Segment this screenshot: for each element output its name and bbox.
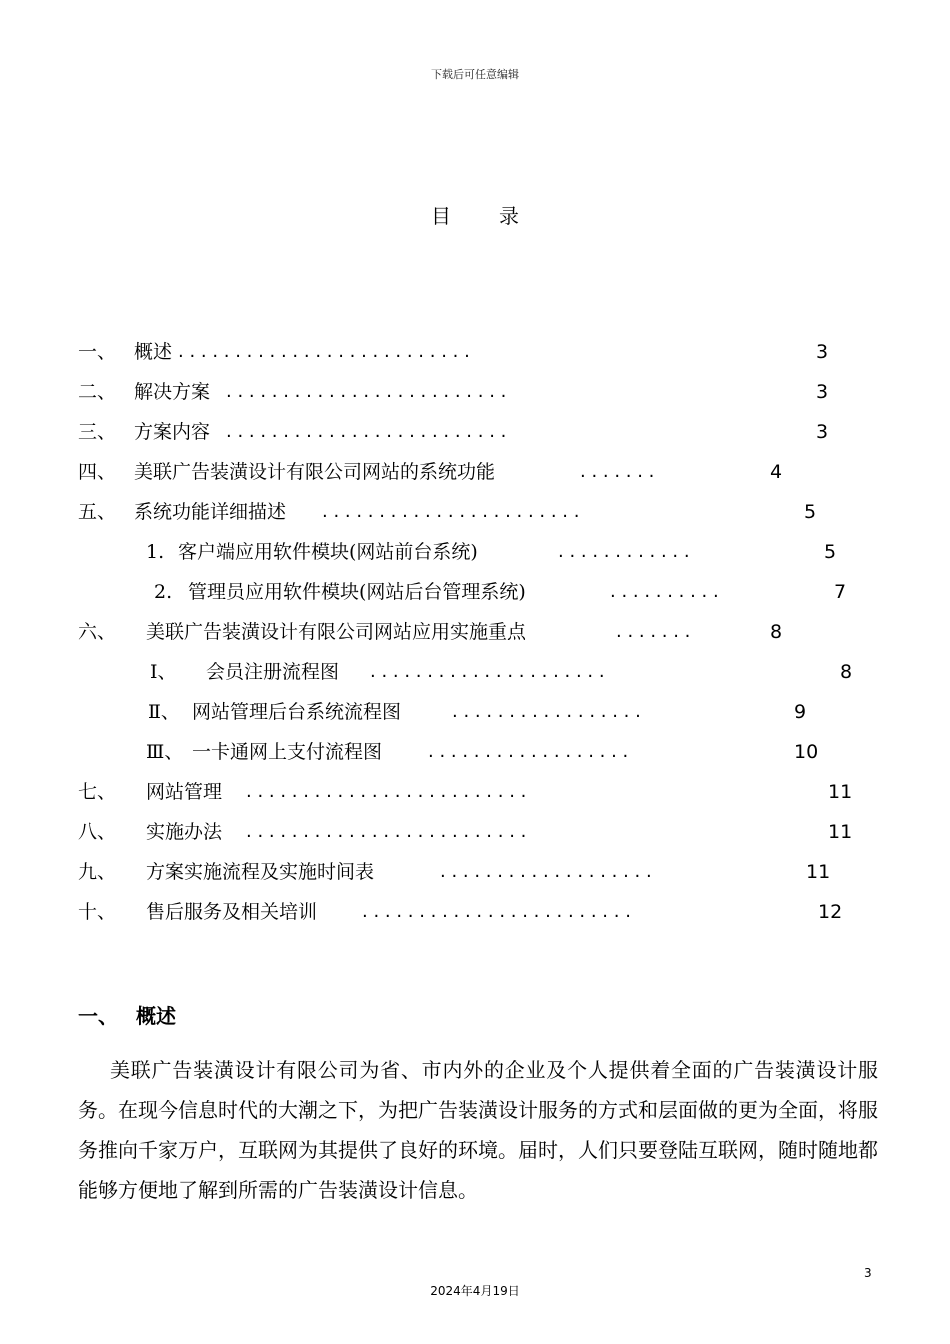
toc-entry-page: 12	[818, 901, 843, 923]
toc-entry-number: 三、	[78, 421, 117, 443]
toc-title	[0, 200, 950, 229]
page-number: 3	[864, 1266, 872, 1280]
toc-entry-number: 四、	[78, 461, 117, 483]
toc-entry-text: 实施办法	[146, 821, 223, 843]
toc-entry-text: 概述	[134, 341, 173, 363]
toc-entry-text: 美联广告装潢设计有限公司网站应用实施重点	[146, 621, 527, 643]
toc-title-left: 目	[431, 204, 451, 228]
toc-entry-leader: . . . . . . . . . . . . . . . . . . .	[440, 861, 652, 882]
toc-entry-leader: . . . . . . . . . . . . . . . . .	[452, 701, 641, 722]
toc-entry-number: 1.	[146, 541, 165, 563]
toc-entry-leader: . . . . . . . . . . . . . . . . . . . . . . . . .	[226, 381, 507, 402]
toc-entry-text: 解决方案	[134, 381, 211, 403]
toc-entry-text: 售后服务及相关培训	[146, 901, 318, 923]
toc-entry-page: 11	[828, 781, 853, 803]
toc-entry-number: 八、	[78, 821, 117, 843]
toc-entry-number: Ⅲ、	[146, 741, 184, 763]
toc-entry-text: 网站管理后台系统流程图	[192, 701, 402, 723]
toc-entry-text: 网站管理	[146, 781, 223, 803]
toc-entry-page: 11	[828, 821, 853, 843]
toc-entry-leader: . . . . . . . . . . . . . . . . . . . . . . . . .	[226, 421, 507, 442]
toc-entry-page: 3	[816, 381, 829, 403]
toc-entry-text: 会员注册流程图	[206, 661, 340, 683]
toc-entry-leader: . . . . . . . . . .	[610, 581, 719, 602]
toc-entry-leader: . . . . . . . . . . . . . . . . . . . . .	[370, 661, 605, 682]
header-note: 下载后可任意编辑	[431, 68, 519, 81]
toc-entry-number: 二、	[78, 381, 117, 403]
toc-entry-number: Ⅱ、	[148, 701, 180, 723]
toc-entry-page: 5	[824, 541, 837, 563]
toc-entry-leader: . . . . . . . . . . . . . . . . . .	[428, 741, 629, 762]
toc-entry-text: 美联广告装潢设计有限公司网站的系统功能	[134, 461, 496, 483]
toc-entry-page: 4	[770, 461, 783, 483]
toc-entry-leader: . . . . . . . . . . . . . . . . . . . . . . .	[322, 501, 580, 522]
toc-entry-page: 5	[804, 501, 817, 523]
toc-entry-page: 8	[840, 661, 853, 683]
toc-entry-leader: . . . . . . . . . . . . . . . . . . . . . . . . . .	[178, 341, 470, 362]
toc-entry-leader: . . . . . . .	[616, 621, 691, 642]
section-title: 概述	[136, 1004, 176, 1028]
section-paragraph: 美联广告装潢设计有限公司为省、市内外的企业及个人提供着全面的广告装潢设计服务。在现今信息时代的大潮之下，为把广告装潢设计服务的方式和层面做的更为全面，将服务推向千家万户，互联网为其提供了良好的环境。届时，人们只要登陆互联网，随时随地都能够方便地了解到所需的广告装潢设计信息。	[78, 1058, 878, 1202]
footer-date: 2024年4月19日	[430, 1284, 520, 1298]
toc-entry-number: 七、	[78, 781, 117, 803]
toc-entry-number: 九、	[78, 861, 117, 883]
toc-entry-text: 方案实施流程及实施时间表	[146, 861, 375, 883]
toc-entry-number: 六、	[78, 621, 117, 643]
toc-entry-leader: . . . . . . .	[580, 461, 655, 482]
toc-entry-page: 7	[834, 581, 847, 603]
toc-entry-page: 10	[794, 741, 819, 763]
section-number: 一、	[78, 1004, 118, 1028]
toc-entry-leader: . . . . . . . . . . . . . . . . . . . . . . . . .	[246, 781, 527, 802]
toc-entry-number: Ⅰ、	[150, 661, 177, 683]
toc-entry-text: 客户端应用软件模块(网站前台系统)	[178, 541, 478, 563]
toc-entry-text: 系统功能详细描述	[134, 501, 287, 523]
toc-entry-number: 五、	[78, 501, 117, 523]
toc-entry-page: 11	[806, 861, 831, 883]
toc-entry-text: 一卡通网上支付流程图	[192, 741, 383, 763]
section-heading	[78, 1000, 176, 1029]
toc-entry-number: 2.	[154, 581, 173, 603]
toc-entry-number: 十、	[78, 901, 117, 923]
toc-entry-page: 3	[816, 421, 829, 443]
toc-entry-page: 8	[770, 621, 783, 643]
toc-title-right: 录	[499, 204, 519, 228]
toc-entry-number: 一、	[78, 341, 117, 363]
toc-entry-leader: . . . . . . . . . . . .	[558, 541, 690, 562]
toc-entry-leader: . . . . . . . . . . . . . . . . . . . . . . . . .	[246, 821, 527, 842]
toc-entry-text: 管理员应用软件模块(网站后台管理系统)	[188, 581, 526, 603]
toc-entry-page: 9	[794, 701, 807, 723]
toc-entry-page: 3	[816, 341, 829, 363]
toc-entry-text: 方案内容	[134, 421, 211, 443]
toc-entry-leader: . . . . . . . . . . . . . . . . . . . . . . . .	[362, 901, 631, 922]
